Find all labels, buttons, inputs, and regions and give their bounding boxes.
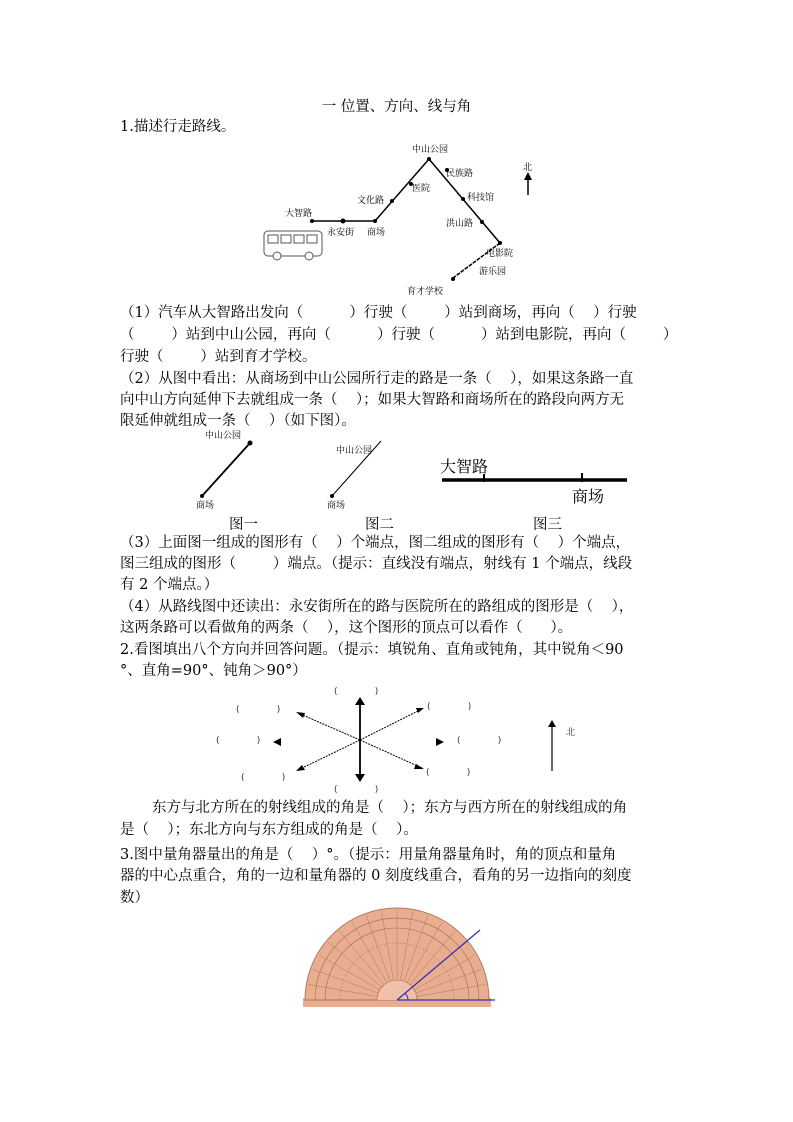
place-label: 中山公园 [412, 145, 449, 155]
q2-line: °、直角=90°、钝角＞90°） [120, 663, 307, 679]
fig2-bottom-label: 商场 [327, 501, 346, 511]
fig1-top-label: 中山公园 [205, 431, 242, 441]
place-label: 科技馆 [467, 193, 495, 203]
caption-fig2: 图二 [365, 517, 394, 533]
fig1-bottom-label: 商场 [196, 501, 215, 511]
q1-3-line: 图三组成的图形（ ）端点。（提示：直线没有端点，射线有 1 个端点，线段 [120, 556, 633, 572]
direction-blank-north[interactable]: ( ) [334, 687, 379, 697]
north-label: 北 [566, 728, 576, 738]
q1-3-line: 有 2 个端点。） [120, 577, 219, 593]
q1-1-line: （1）汽车从大智路出发向（ ）行驶（ ）站到商场，再向（ ）行驶 [120, 305, 637, 321]
fig3-right-label: 商场 [572, 487, 605, 506]
q3-line: 器的中心点重合，角的一边和量角器的 0 刻度线重合，看角的另一边指向的刻度 [120, 868, 632, 884]
q3-line: 3.图中量角器量出的角是（ ）°。（提示：用量角器量角时，角的顶点和量角 [120, 847, 617, 863]
page-title: 一 位置、方向、线与角 [321, 99, 472, 115]
fig3-left-label: 大智路 [440, 457, 489, 476]
q2-line: 2.看图填出八个方向并回答问题。（提示：填锐角、直角或钝角，其中锐角＜90 [120, 642, 624, 658]
direction-blank-northeast[interactable]: ( ) [427, 702, 472, 712]
q1-1-line: 行驶（ ）站到育才学校。 [120, 349, 317, 365]
q1-2-line: （2）从图中看出：从商场到中山公园所行走的路是一条（ ），如果这条路一直 [120, 371, 634, 387]
direction-blank-east[interactable]: ( ) [457, 736, 502, 746]
q2-answer-line: 是（ ）；东北方向与东方组成的角是（ ）。 [120, 822, 418, 838]
q3-line: 数） [120, 890, 149, 906]
place-label: 洪山路 [446, 219, 474, 229]
q1-2-line: 限延伸就组成一条（ ）（如下图）。 [120, 413, 356, 429]
place-label: 文化路 [357, 196, 385, 206]
fig2-top-label: 中山公园 [336, 446, 373, 456]
direction-blank-southwest[interactable]: ( ) [241, 773, 286, 783]
place-label: 育才学校 [407, 287, 444, 297]
north-label: 北 [523, 163, 533, 173]
caption-fig1: 图一 [229, 517, 258, 533]
direction-blank-west[interactable]: ( ) [216, 736, 261, 746]
q1-heading: 1.描述行走路线。 [120, 119, 236, 135]
place-label: 民族路 [446, 169, 474, 179]
place-label: 大智路 [285, 209, 313, 219]
place-label: 永安街 [327, 228, 355, 238]
q2-answer-line: 东方与北方所在的射线组成的角是（ ）；东方与西方所在的射线组成的角 [152, 800, 628, 816]
direction-blank-southeast[interactable]: ( ) [426, 768, 471, 778]
direction-blank-northwest[interactable]: ( ) [236, 705, 281, 715]
direction-blank-south[interactable]: ( ) [334, 785, 379, 795]
caption-fig3: 图三 [533, 517, 562, 533]
q1-4-line: （4）从路线图中还读出：永安街所在的路与医院所在的路组成的图形是（ ）， [120, 599, 634, 615]
q1-3-line: （3）上面图一组成的图形有（ ）个端点，图二组成的图形有（ ）个端点， [120, 535, 631, 551]
place-label: 电影院 [486, 249, 514, 259]
q1-4-line: 这两条路可以看做角的两条（ ），这个图形的顶点可以看作（ ）。 [120, 620, 573, 636]
place-label: 商场 [367, 228, 386, 238]
q1-2-line: 向中山方向延伸下去就组成一条（ ）；如果大智路和商场所在的路段向两方无 [120, 392, 625, 408]
place-label: 游乐园 [479, 267, 507, 277]
place-label: 医院 [412, 184, 431, 194]
q1-1-line: （ ）站到中山公园，再向（ ）行驶（ ）站到电影院，再向（ ） [120, 327, 678, 343]
